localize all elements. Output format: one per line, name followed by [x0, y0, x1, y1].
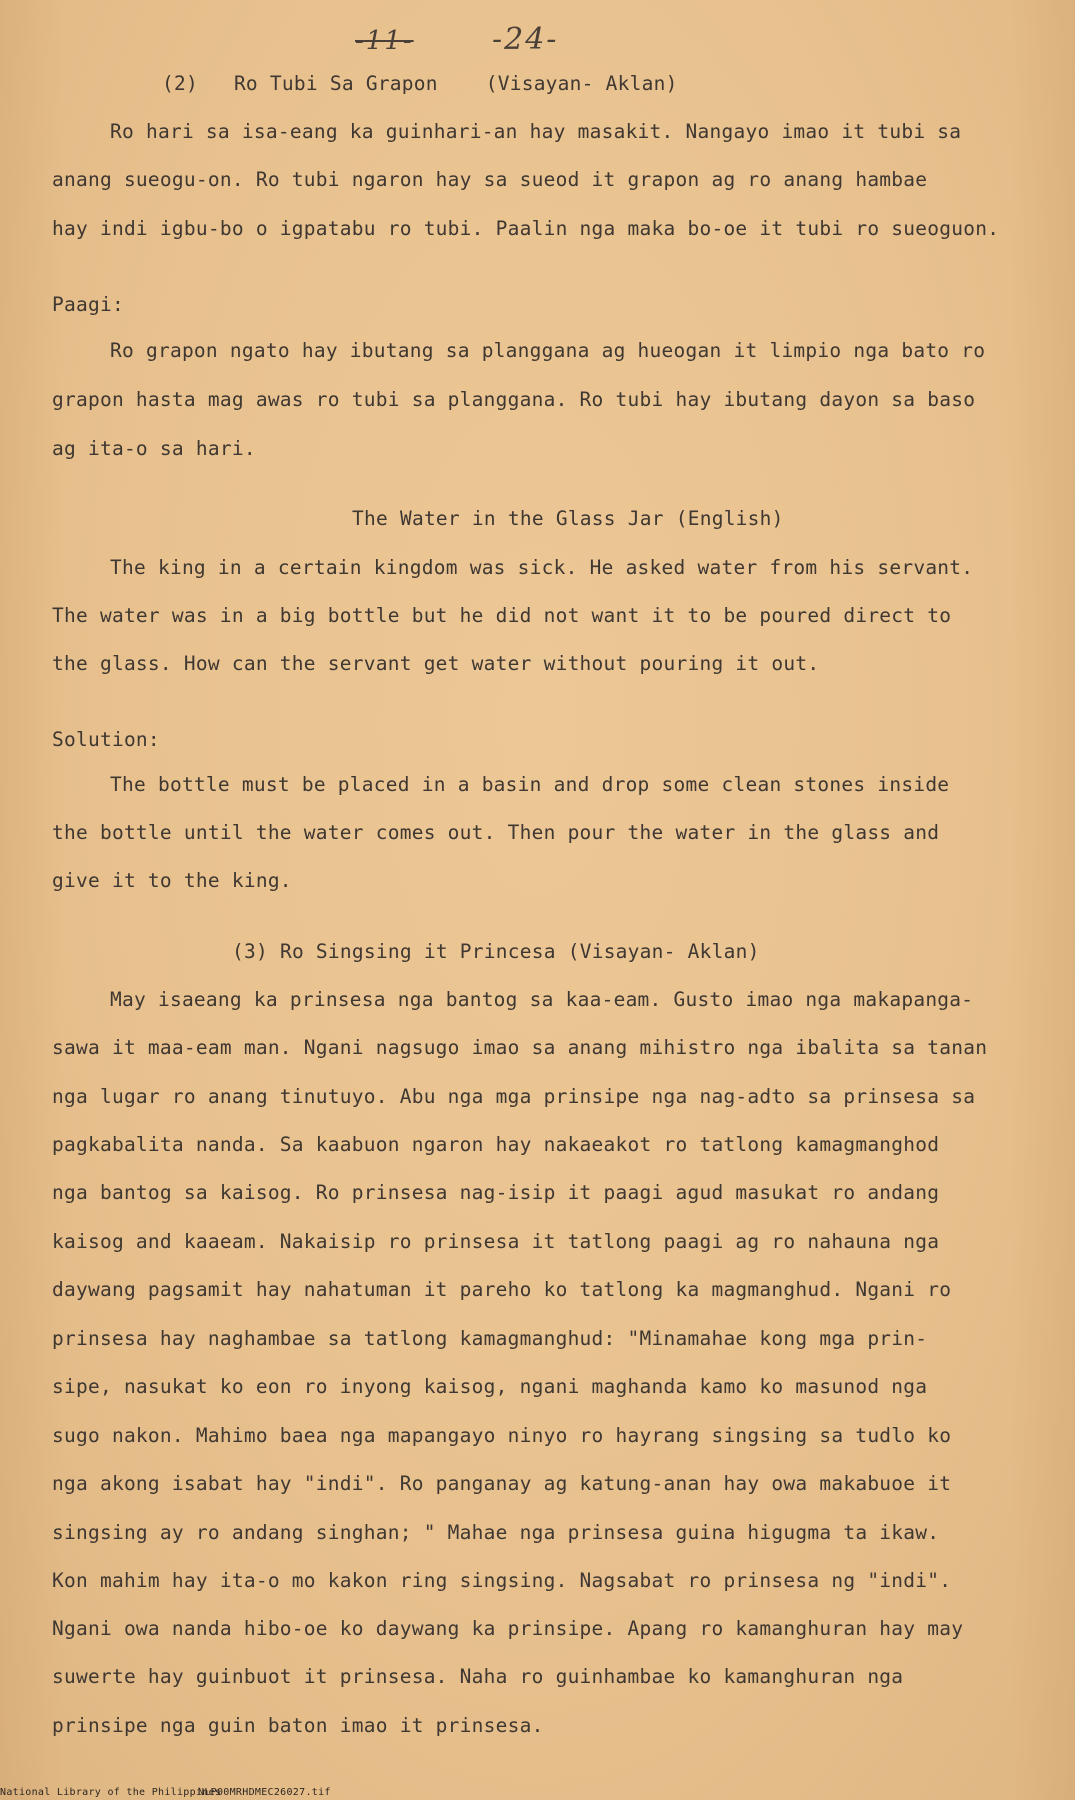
english-para2-line2: the bottle until the water comes out. Then pour the water in the glass and	[52, 821, 940, 844]
section3-line4: pagkabalita nanda. Sa kaabuon ngaron hay nakaeakot ro tatlong kamagmanghod	[52, 1133, 940, 1156]
english-para1-line3: the glass. How can the servant get water without pouring it out.	[52, 652, 820, 675]
solution-label: Solution:	[52, 728, 160, 751]
paagi-label: Paagi:	[52, 293, 124, 316]
section2-title: (2) Ro Tubi Sa Grapon (Visayan- Aklan)	[162, 72, 678, 95]
section3-line2: sawa it maa-eam man. Ngani nagsugo imao sa anang mihistro nga ibalita sa tanan	[52, 1036, 988, 1059]
section3-line14: Ngani owa nanda hibo-oe ko daywang ka prinsipe. Apang ro kamanghuran hay may	[52, 1617, 964, 1640]
section2-para2-line1: Ro grapon ngato hay ibutang sa planggana ag hueogan it limpio nga bato ro	[110, 339, 986, 362]
section3-line5: nga bantog sa kaisog. Ro prinsesa nag-isip it paagi agud masukat ro andang	[52, 1181, 940, 1204]
section3-line9: sipe, nasukat ko eon ro inyong kaisog, ngani maghanda kamo ko masunod nga	[52, 1375, 928, 1398]
footer-source: National Library of the Philippines	[0, 1787, 222, 1798]
section3-line11: nga akong isabat hay "indi". Ro panganay ag katung-anan hay owa makabuoe it	[52, 1472, 952, 1495]
section3-line8: prinsesa hay naghambae sa tatlong kamagmanghud: "Minamahae kong mga prin-	[52, 1327, 928, 1350]
section2-para1-line1: Ro hari sa isa-eang ka guinhari-an hay masakit. Nangayo imao it tubi sa	[110, 120, 962, 143]
section3-title: (3) Ro Singsing it Princesa (Visayan- Aklan)	[232, 940, 760, 963]
section2-para2-line2: grapon hasta mag awas ro tubi sa planggana. Ro tubi hay ibutang dayon sa baso	[52, 388, 976, 411]
section3-line16: prinsipe nga guin baton imao it prinsesa.	[52, 1714, 544, 1737]
struck-page-number: -11-	[355, 26, 414, 56]
english-title: The Water in the Glass Jar (English)	[352, 507, 784, 530]
english-para2-line3: give it to the king.	[52, 869, 292, 892]
english-para2-line1: The bottle must be placed in a basin and drop some clean stones inside	[110, 773, 950, 796]
english-para1-line2: The water was in a big bottle but he did not want it to be poured direct to	[52, 604, 952, 627]
section2-para1-line2: anang sueogu-on. Ro tubi ngaron hay sa sueod it grapon ag ro anang hambae	[52, 168, 928, 191]
section3-line1: May isaeang ka prinsesa nga bantog sa kaa-eam. Gusto imao nga makapanga-	[110, 988, 974, 1011]
section3-line15: suwerte hay guinbuot it prinsesa. Naha ro guinhambae ko kamanghuran nga	[52, 1665, 904, 1688]
handwritten-page-number: -24-	[492, 22, 559, 57]
section3-line3: nga lugar ro anang tinutuyo. Abu nga mga prinsipe nga nag-adto sa prinsesa sa	[52, 1085, 976, 1108]
footer-filename: NLP00MRHDMEC26027.tif	[198, 1787, 331, 1798]
section2-para2-line3: ag ita-o sa hari.	[52, 437, 256, 460]
section3-line13: Kon mahim hay ita-o mo kakon ring singsing. Nagsabat ro prinsesa ng "indi".	[52, 1569, 952, 1592]
section2-para1-line3: hay indi igbu-bo o igpatabu ro tubi. Paalin nga maka bo-oe it tubi ro sueoguon.	[52, 217, 1000, 240]
english-para1-line1: The king in a certain kingdom was sick. He asked water from his servant.	[110, 556, 974, 579]
section3-line7: daywang pagsamit hay nahatuman it pareho ko tatlong ka magmanghud. Ngani ro	[52, 1278, 952, 1301]
section3-line10: sugo nakon. Mahimo baea nga mapangayo ninyo ro hayrang singsing sa tudlo ko	[52, 1424, 952, 1447]
section3-line6: kaisog and kaaeam. Nakaisip ro prinsesa it tatlong paagi ag ro nahauna nga	[52, 1230, 940, 1253]
section3-line12: singsing ay ro andang singhan; " Mahae nga prinsesa guina higugma ta ikaw.	[52, 1521, 940, 1544]
